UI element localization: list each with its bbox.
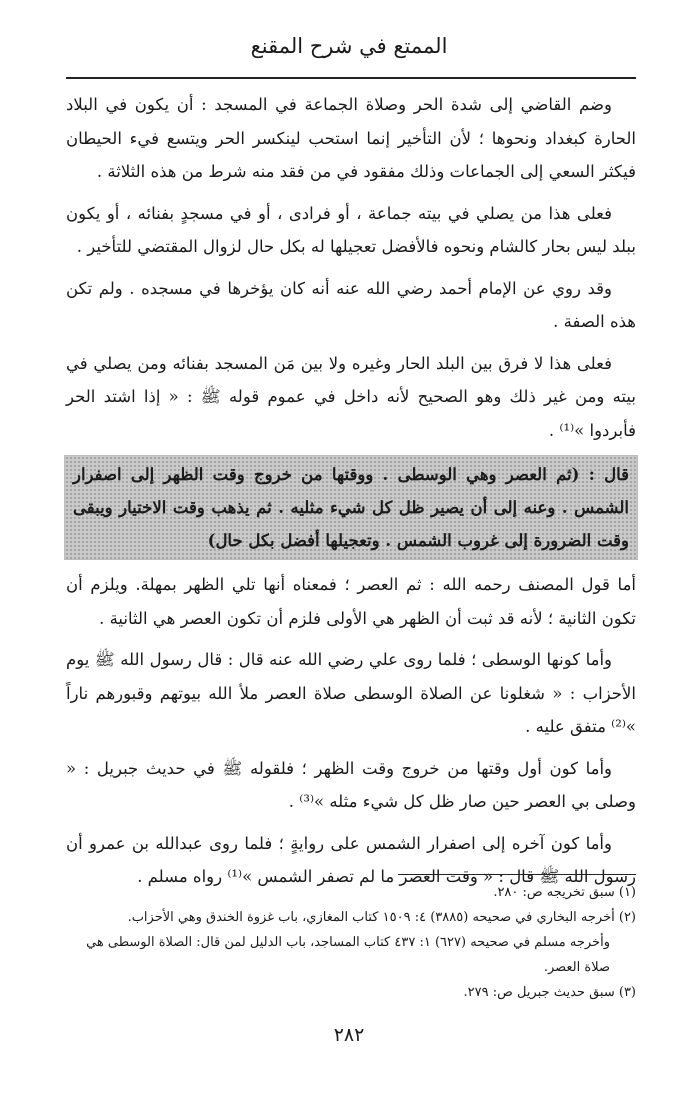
page-number: ٢٨٢ <box>333 1024 365 1046</box>
paragraph: أما قول المصنف رحمه الله : ثم العصر ؛ فمعناه أنها تلي الظهر بمهلة. ويلزم أن تكون الثانية ؛ لأنه قد ثبت أن الظهر هي الأولى فلزم أن تكون العصر هي الثانية . <box>66 575 636 628</box>
paragraph: فعلى هذا لا فرق بين البلد الحار وغيره ولا بين مَن المسجد بفنائه ومن يصلي في بيته ومن غير ذلك وهو الصحيح لأنه داخل في عموم قوله ﷺ : « إذا اشتد الحر فأبردوا »⁽¹⁾ . <box>66 353 636 440</box>
paragraph: وأما كونها الوسطى ؛ فلما روى علي رضي الله عنه قال : قال رسول الله ﷺ يوم الأحزاب : « شغلونا عن الصلاة الوسطى صلاة العصر ملأ الله بيوتهم وقبورهم ناراً »⁽²⁾ متفق عليه . <box>66 650 636 736</box>
paragraph: وأما كون آخره إلى اصفرار الشمس على روايةٍ ؛ فلما روى عبدالله بن عمرو أن رسول الله ﷺ قال : « وقت العصر ما لم تصفر الشمس »⁽¹⁾ رواه مسلم . <box>66 833 636 886</box>
matn-quote-box <box>64 455 638 560</box>
matn-quote: قال : (ثم العصر وهي الوسطى . ووقتها من خروج وقت الظهر إلى اصفرار الشمس . وعنه إلى أن يصير ظل كل شيء مثليه . ثم يذهب وقت الاختيار ويبقى وقت الضرورة إلى غروب الشمس . وتعجيلها أفضل بكل حال) <box>73 465 629 550</box>
header-divider <box>66 77 636 79</box>
paragraph: وضم القاضي إلى شدة الحر وصلاة الجماعة في المسجد : أن يكون في البلاد الحارة كبغداد ونحوها ؛ لأن التأخير إنما استحب لينكسر الحر ويتسع فيء الحيطان فيكثر السعي إلى الجماعات وذلك مفقود في من فقد منه شرط من هذه الثلاثة . <box>66 95 636 181</box>
running-header-title: الممتع في شرح المقنع <box>250 34 448 58</box>
paragraph: وقد روي عن الإمام أحمد رضي الله عنه أنه كان يؤخرها في مسجده . ولم تكن هذه الصفة . <box>66 278 636 331</box>
paragraph: فعلى هذا من يصلي في بيته جماعة ، أو فرادى ، أو في مسجدٍ بفنائه ، أو يكون ببلد ليس بحار كالشام ونحوه فالأفضل تعجيلها له بكل حال لزوال المقتضي للتأخير . <box>66 203 636 256</box>
footnotes <box>66 880 636 1005</box>
paragraph: وأما كون أول وقتها من خروج وقت الظهر ؛ فلقوله ﷺ في حديث جبريل : « وصلى بي العصر حين صار ظل كل شيء مثله »⁽³⁾ . <box>66 758 636 811</box>
footnote: وأخرجه مسلم في صحيحه (٦٢٧) ١: ٤٣٧ كتاب المساجد، باب الدليل لمن قال: الصلاة الوسطى هي صلاة العصر. <box>86 935 610 975</box>
footnote: (٢) أخرجه البخاري في صحيحه (٣٨٨٥) ٤: ١٥٠٩ كتاب المغازي، باب غزوة الخندق وهي الأحزاب. <box>127 910 636 925</box>
main-text <box>66 88 636 902</box>
footnote: (١) سبق تخريجه ص: ٢٨٠. <box>493 885 636 900</box>
footnote: (٣) سبق حديث جبريل ص: ٢٧٩. <box>463 985 636 1000</box>
footnote-divider <box>398 874 636 875</box>
